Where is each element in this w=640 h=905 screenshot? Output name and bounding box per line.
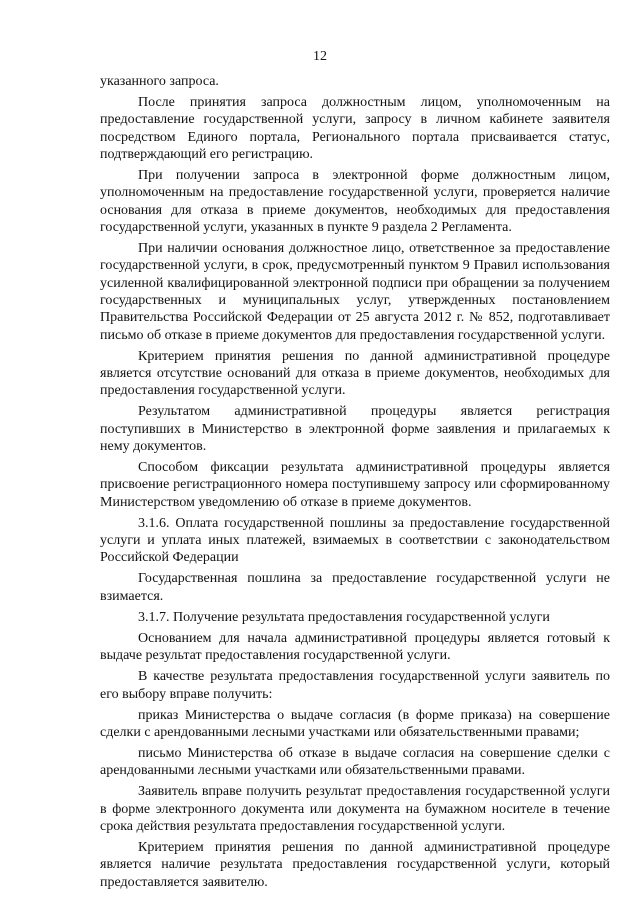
paragraph-continuation: указанного запроса.: [100, 74, 219, 89]
paragraph-result-form: Заявитель вправе получить результат предоставления государственной услуги в форме электронного документа или документа на бумажном носителе в течение срока действия результата предоставления государственной услуги.: [100, 784, 610, 835]
paragraph-option-order: приказ Министерства о выдаче согласия (в форме приказа) на совершение сделки с арендованными лесными участками или обязательственными правами;: [100, 707, 610, 740]
paragraph-registration-status: После принятия запроса должностным лицом, уполномоченным на предоставление государственной услуги, запросу в личном кабинете заявителя посредством Единого портала, Регионального портала присваивается статус, подтверждающий его регистрацию.: [100, 95, 610, 162]
paragraph-procedure-basis: Основанием для начала административной процедуры является готовый к выдаче результат предоставления государственной услуги.: [100, 630, 610, 664]
paragraph-final-criterion: Критерием принятия решения по данной административной процедуре является наличие результата предоставления государственной услуги, который предоставляется заявителю.: [100, 840, 610, 890]
section-heading-3-1-7: 3.1.7. Получение результата предоставления государственной услуги: [138, 609, 550, 625]
paragraph-decision-criterion: Критерием принятия решения по данной административной процедуре является отсутствие оснований для отказа в приеме документов, необходимых для предоставления государственной услуги.: [100, 348, 610, 399]
paragraph-procedure-result: Результатом административной процедуры является регистрация поступивших в Министерство в электронной форме заявления и прилагаемых к нему документов.: [100, 404, 610, 454]
document-body: [100, 73, 610, 895]
section-heading-3-1-6: 3.1.6. Оплата государственной пошлины за предоставление государственной услуги и уплата иных платежей, взимаемых в соответствии с законодательством Российской Федерации: [100, 515, 610, 566]
paragraph-refusal-letter: При наличии основания должностное лицо, ответственное за предоставление государственной услуги, в срок, предусмотренный пунктом 9 Правил использования усиленной квалифицированной электронной подписи при обращении за получением государственных и муниципальных услуг, утвержденных постановлением Правительства Российской Федерации от 25 августа 2012 г. № 852, подготавливает письмо об отказе в приеме документов для предоставления государственной услуги.: [100, 241, 610, 343]
paragraph-no-fee: Государственная пошлина за предоставление государственной услуги не взимается.: [100, 571, 610, 604]
paragraph-result-options: В качестве результата предоставления государственной услуги заявитель по его выбору вправе получить:: [100, 669, 610, 702]
page-number: 12: [313, 49, 327, 64]
paragraph-check-refusal-grounds: При получении запроса в электронной форме должностным лицом, уполномоченным на предоставление государственной услуги, проверяется наличие основания для отказа в приеме документов, необходимых для предоставления государственной услуги, указанных в пункте 9 раздела 2 Регламента.: [100, 168, 610, 235]
paragraph-fixation-method: Способом фиксации результата административной процедуры является присвоение регистрационного номера поступившему запросу или сформированному Министерством уведомлению об отказе в приеме документов.: [100, 460, 610, 510]
paragraph-option-refusal-letter: письмо Министерства об отказе в выдаче согласия на совершение сделки с арендованными лесными участками или обязательственными правами.: [100, 746, 610, 779]
